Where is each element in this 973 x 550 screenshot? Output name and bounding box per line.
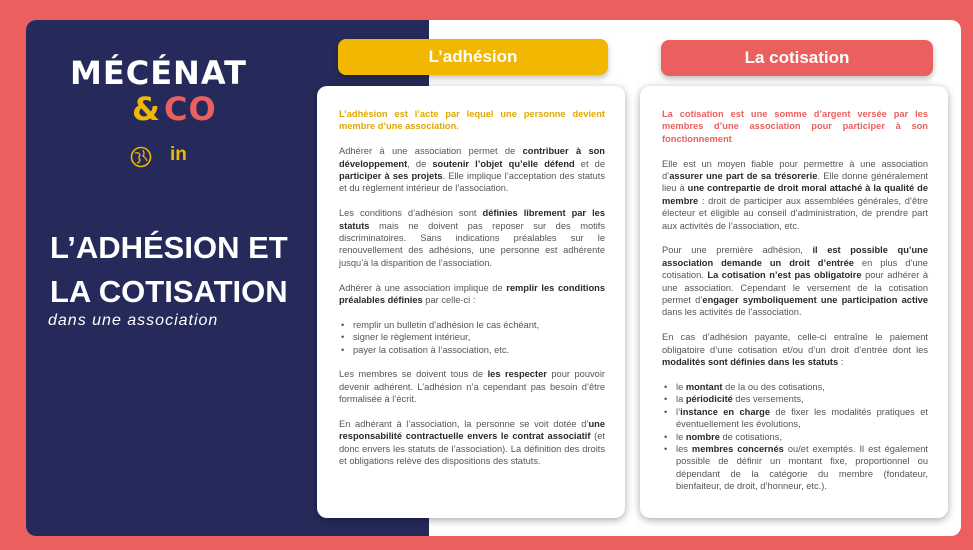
text-strong: une contrepartie de droit moral attaché à la qualité de membre — [662, 183, 928, 206]
text-run: Elle est un moyen fiable pour permettre à une association d’ — [662, 158, 928, 182]
text-strong: modalités sont définies dans les statuts — [662, 357, 839, 368]
text-run: des versements, — [732, 394, 804, 405]
text-run: les — [676, 443, 692, 454]
linkedin-icon[interactable]: in — [170, 144, 187, 165]
list-item — [662, 406, 928, 431]
text-run: de la ou des cotisations, — [722, 381, 825, 392]
slide — [26, 20, 961, 536]
text-run: pour adhérer à une association. Cependant le versement de la cotisation permet d’ — [662, 270, 928, 306]
title-line-1: L’ADHÉSION ET — [50, 230, 288, 265]
text-strong: les respecter — [487, 369, 547, 380]
text-strong: il est possible qu’une association demande un droit d’entrée — [662, 245, 928, 268]
adhesion-paragraph — [339, 282, 605, 307]
cotisation-heading: La cotisation — [661, 40, 933, 76]
list-item — [662, 431, 928, 443]
text-run: En cas d’adhésion payante, celle-ci entraîne le paiement obligatoire d’une cotisation et/ou d’un droit d’entrée dont les — [662, 332, 928, 355]
text-run: En adhérant à l’association, la personne se voit dotée d’ — [339, 419, 589, 430]
text-run: la — [676, 394, 686, 405]
text-run: ou/et exemptés. Il est également possible de définir un montant fixe, proportionnel ou dépendant de la catégorie du membre (fondateur, bienfaiteur, de droit, d’honneur, etc.). — [676, 443, 929, 492]
text-run: le — [676, 381, 686, 392]
text-run: de cotisations, — [719, 431, 782, 442]
globe-icon[interactable] — [130, 146, 152, 168]
text-run: pour pouvoir devenir adhérent. L’adhésion n’a cependant pas besoin d’être formalisée à l’écrit. — [339, 369, 606, 405]
text-run: Les conditions d’adhésion sont — [339, 208, 483, 219]
adhesion-conditions-list — [339, 319, 605, 356]
text-run: Adhérer à une association implique de — [339, 282, 507, 293]
list-item: • remplir un bulletin d’adhésion le cas échéant, — [339, 319, 605, 331]
adhesion-paragraph — [339, 418, 605, 468]
cotisation-modalities-list — [662, 381, 928, 493]
adhesion-lead: L’adhésion est l’acte par lequel une personne devient membre d’une association. — [339, 109, 605, 132]
text-strong: contribuer à son développement — [339, 146, 605, 169]
title-line-2: LA COTISATION — [50, 274, 288, 309]
list-item: • payer la cotisation à l’association, etc. — [339, 344, 605, 356]
text-strong: instance en charge — [680, 406, 770, 417]
text-strong: La cotisation n’est pas obligatoire — [707, 270, 862, 281]
text-run: de fixer les modalités pratiques et éventuellement les évolutions, — [676, 406, 928, 430]
text-strong: une responsabilité contractuelle envers le contrat associatif — [339, 419, 605, 442]
text-run: . Elle donne généralement lieu à — [662, 171, 928, 194]
logo-ampersand: & — [132, 90, 160, 128]
text-run: le — [676, 431, 686, 442]
text-run: : droit de participer aux assemblées générales, d’être électeur et éligible au conseil d’administration, de prendre part aux activités de l’association, etc. — [662, 195, 928, 231]
cotisation-paragraph — [662, 244, 928, 318]
text-run: par celle-ci : — [422, 295, 476, 306]
cotisation-card — [640, 86, 948, 518]
text-run: : — [838, 357, 844, 368]
text-run: Les membres se doivent tous de — [339, 369, 488, 380]
list-item: • signer le règlement intérieur, — [339, 331, 605, 343]
cotisation-lead: La cotisation est une somme d’argent versée par les membres d’une association pour participer à son fonctionnement — [662, 109, 928, 144]
adhesion-card — [317, 86, 625, 518]
text-strong: nombre — [685, 431, 720, 442]
text-strong: participer à ses projets — [339, 171, 443, 182]
list-item — [662, 381, 928, 393]
text-strong: membres concernés — [691, 443, 784, 454]
text-strong: engager symboliquement une participation active — [702, 295, 929, 306]
page-subtitle: dans une association — [48, 312, 219, 329]
text-run: et de — [574, 158, 605, 169]
text-run: (et donc envers les statuts de l’association). La définition des droits et obligations relève des dispositions des statuts. — [339, 431, 605, 467]
list-item — [662, 443, 928, 493]
adhesion-heading: L’adhésion — [338, 39, 608, 75]
cotisation-paragraph — [662, 158, 928, 232]
text-run: mais ne doivent pas reposer sur des motifs discriminatoires. Sans indications préalables sur le renouvellement des adhésions, une personne est adhérente jusqu’à la disparition de l’association. — [339, 220, 605, 268]
text-run: Adhérer à une association permet de — [339, 146, 523, 157]
text-run: , de — [407, 158, 433, 169]
text-strong: montant — [685, 381, 723, 392]
text-strong: assurer une part de sa trésorerie — [669, 171, 818, 182]
adhesion-paragraph — [339, 145, 605, 195]
logo-wordmark: MÉCÉNAT — [70, 54, 247, 92]
text-run: en plus d’une cotisation. — [662, 257, 928, 281]
adhesion-paragraph — [339, 368, 605, 405]
text-strong: définies librement par les statuts — [339, 208, 605, 231]
text-run: l’ — [676, 406, 681, 417]
cotisation-paragraph — [662, 331, 928, 368]
logo-co: CO — [164, 90, 217, 128]
text-run: dans les activités de l’association. — [662, 307, 802, 318]
text-run: . Elle implique l’acceptation des statuts et du règlement intérieur de l’association. — [339, 171, 606, 194]
text-strong: remplir les conditions préalables définies — [339, 282, 606, 306]
text-run: Pour une première adhésion, — [662, 245, 813, 256]
adhesion-paragraph — [339, 207, 605, 269]
text-strong: soutenir l’objet qu’elle défend — [432, 158, 575, 169]
list-item — [662, 393, 928, 405]
text-strong: périodicité — [685, 394, 733, 405]
